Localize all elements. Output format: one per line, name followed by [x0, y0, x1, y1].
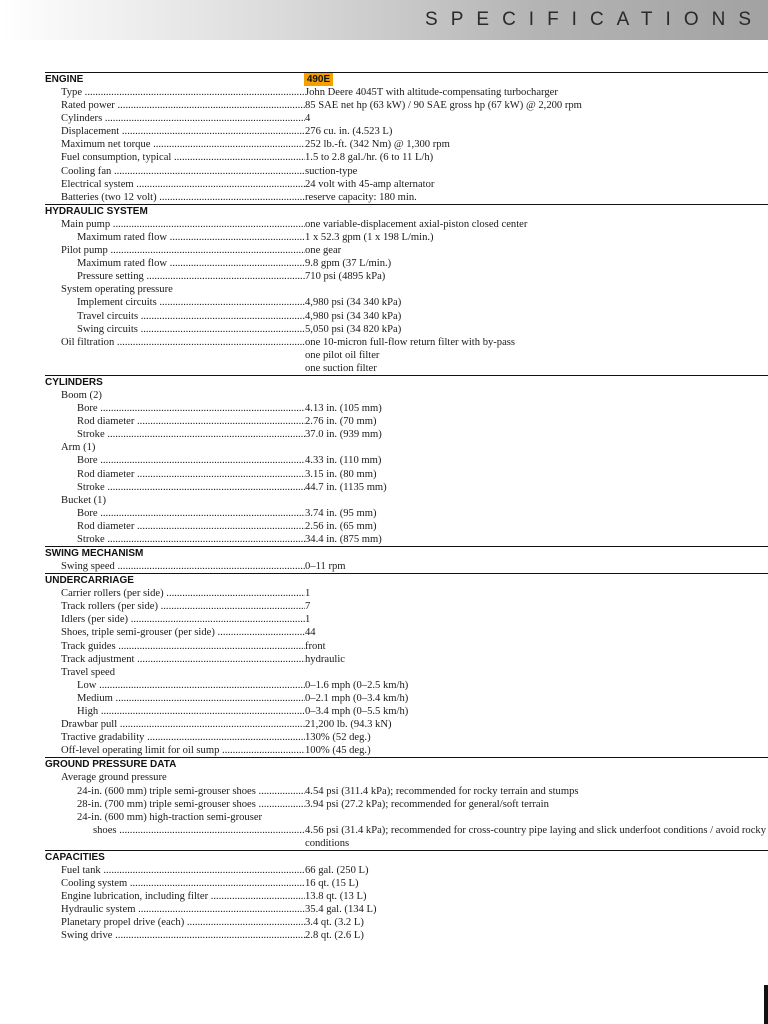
- spec-label-text: Drawbar pull: [61, 719, 118, 731]
- spec-label: [45, 785, 305, 798]
- spec-value: 66 gal. (250 L): [305, 864, 369, 876]
- spec-label: [45, 336, 305, 349]
- spec-label-text: Type: [61, 87, 83, 98]
- spec-label-text: Fuel tank: [61, 864, 101, 876]
- spec-label-text: Average ground pressure: [61, 772, 167, 784]
- spec-row: [45, 640, 768, 653]
- spec-row: [45, 587, 768, 600]
- spec-label-text: Engine lubrication, including filter: [61, 891, 209, 903]
- spec-value: 252 lb.-ft. (342 Nm) @ 1,300 rpm: [305, 139, 450, 151]
- spec-row: [45, 151, 768, 164]
- spec-label-text: Electrical system: [61, 178, 134, 190]
- spec-label: [45, 692, 305, 705]
- spec-label-text: Displacement: [61, 126, 120, 138]
- spec-row: [45, 138, 768, 151]
- spec-value: 1: [305, 614, 311, 626]
- spec-label-text: Medium: [77, 692, 113, 704]
- section-hydraulic-system: [45, 204, 768, 375]
- spec-label-text: Bore: [77, 507, 98, 519]
- section-title: UNDERCARRIAGE: [45, 575, 134, 587]
- spec-row: [45, 270, 768, 283]
- spec-row: [45, 349, 768, 362]
- spec-value: hydraulic: [305, 653, 346, 665]
- spec-label: [45, 257, 305, 270]
- spec-row: [45, 191, 768, 204]
- spec-label-text: Stroke: [77, 534, 105, 545]
- spec-value: 9.8 gpm (37 L/min.): [305, 258, 392, 270]
- spec-label: [45, 481, 305, 494]
- spec-label: [45, 520, 305, 533]
- spec-label: [45, 507, 305, 520]
- spec-value: 4.56 psi (31.4 kPa); recommended for cross-country pipe laying and slick underfoot conditions / avoid rocky conditions: [305, 824, 767, 849]
- spec-row: [45, 86, 768, 99]
- spec-label-text: Implement circuits: [77, 297, 157, 309]
- spec-value: 24 volt with 45-amp alternator: [305, 178, 435, 190]
- spec-label-text: Arm (1): [61, 442, 96, 454]
- spec-label: [45, 165, 305, 178]
- spec-label: [45, 402, 305, 415]
- spec-value: 1: [305, 588, 311, 600]
- spec-label-text: Pressure setting: [77, 271, 144, 283]
- spec-row: [45, 257, 768, 270]
- spec-value: reserve capacity: 180 min.: [305, 191, 417, 203]
- spec-label-text: Main pump: [61, 218, 111, 230]
- spec-label-text: Track rollers (per side): [61, 601, 158, 613]
- spec-label: [45, 731, 305, 744]
- spec-value: 276 cu. in. (4.523 L): [305, 126, 393, 138]
- spec-value: 4.13 in. (105 mm): [305, 403, 382, 415]
- spec-label-text: Rod diameter: [77, 520, 135, 532]
- spec-label-text: Swing drive: [61, 930, 113, 942]
- spec-sheet: [45, 72, 768, 943]
- spec-value: 3.94 psi (27.2 kPa); recommended for general/soft terrain: [305, 798, 549, 810]
- spec-row: [45, 231, 768, 244]
- spec-label: [45, 151, 305, 164]
- spec-value: suction-type: [305, 165, 358, 177]
- spec-row: [45, 428, 768, 441]
- spec-row: [45, 731, 768, 744]
- spec-label-text: Rated power: [61, 100, 115, 112]
- spec-label-text: Cooling system: [61, 878, 128, 890]
- spec-label: [45, 389, 305, 402]
- spec-label: [45, 191, 305, 204]
- spec-row: [45, 903, 768, 916]
- spec-label: [45, 244, 305, 257]
- spec-value: 34.4 in. (875 mm): [305, 534, 382, 545]
- spec-row: [45, 336, 768, 349]
- spec-label-text: Swing speed: [61, 561, 115, 573]
- spec-label-text: Tractive gradability: [61, 732, 145, 744]
- spec-label: [45, 138, 305, 151]
- spec-value: 2.8 qt. (2.6 L): [305, 930, 364, 942]
- section-header: [45, 850, 768, 864]
- spec-label: [45, 613, 305, 626]
- spec-row: [45, 112, 768, 125]
- spec-label: [45, 112, 305, 125]
- spec-row: [45, 218, 768, 231]
- spec-row: [45, 692, 768, 705]
- spec-row: [45, 481, 768, 494]
- section-undercarriage: [45, 573, 768, 757]
- spec-value: 100% (45 deg.): [305, 745, 371, 757]
- spec-value: 130% (52 deg.): [305, 732, 371, 744]
- spec-value: 2.56 in. (65 mm): [305, 520, 377, 532]
- spec-label: [45, 916, 305, 929]
- spec-row: [45, 389, 768, 402]
- section-title: HYDRAULIC SYSTEM: [45, 205, 148, 217]
- section-title: SWING MECHANISM: [45, 548, 144, 560]
- spec-row: [45, 310, 768, 323]
- spec-row: [45, 798, 768, 811]
- spec-row: [45, 296, 768, 309]
- spec-row: [45, 679, 768, 692]
- spec-label: [45, 218, 305, 231]
- spec-label-text: Low: [77, 679, 97, 691]
- spec-value: 4,980 psi (34 340 kPa): [305, 297, 402, 309]
- spec-label-text: Maximum rated flow: [77, 231, 168, 243]
- spec-label: [45, 178, 305, 191]
- spec-row: [45, 653, 768, 666]
- spec-value: 4.33 in. (110 mm): [305, 455, 382, 467]
- spec-label-text: 24-in. (600 mm) high-traction semi-grouser: [77, 811, 263, 823]
- spec-value: 35.4 gal. (134 L): [305, 904, 377, 916]
- spec-row: [45, 454, 768, 467]
- section-header: [45, 375, 768, 389]
- spec-label: [45, 877, 305, 890]
- spec-value: 1.5 to 2.8 gal./hr. (6 to 11 L/h): [305, 152, 434, 164]
- spec-value: 2.76 in. (70 mm): [305, 416, 377, 428]
- spec-label-text: System operating pressure: [61, 284, 173, 296]
- spec-row: [45, 718, 768, 731]
- spec-label: [45, 428, 305, 441]
- spec-value: 3.4 qt. (3.2 L): [305, 917, 364, 929]
- spec-row: [45, 283, 768, 296]
- spec-label-text: Oil filtration: [61, 336, 115, 348]
- spec-label-text: Hydraulic system: [61, 904, 136, 916]
- spec-label-text: Shoes, triple semi-grouser (per side): [61, 627, 215, 639]
- spec-label-text: Track guides: [61, 640, 116, 652]
- spec-label: [45, 323, 305, 336]
- section-engine: [45, 72, 768, 204]
- spec-label: [45, 811, 305, 824]
- spec-label-text: Rod diameter: [77, 416, 135, 428]
- spec-label: [45, 125, 305, 138]
- spec-label-text: Carrier rollers (per side): [61, 588, 164, 600]
- spec-label-text: Maximum rated flow: [77, 258, 168, 270]
- section-title: CYLINDERS: [45, 376, 103, 388]
- spec-label: [45, 890, 305, 903]
- header-band: [0, 0, 768, 40]
- spec-label: [45, 533, 305, 546]
- spec-label: [45, 771, 305, 784]
- spec-label-text: Pilot pump: [61, 245, 108, 257]
- spec-label: [45, 600, 305, 613]
- spec-value: 4.54 psi (311.4 kPa); recommended for rocky terrain and stumps: [305, 785, 579, 797]
- spec-row: [45, 744, 768, 757]
- spec-row: [45, 626, 768, 639]
- spec-row: [45, 323, 768, 336]
- spec-row: [45, 613, 768, 626]
- spec-label: [45, 283, 305, 296]
- spec-label: [45, 415, 305, 428]
- spec-label-text: Stroke: [77, 481, 105, 493]
- spec-label-text: Idlers (per side): [61, 614, 129, 626]
- spec-row: [45, 560, 768, 573]
- spec-label: [45, 231, 305, 244]
- spec-value: one variable-displacement axial-piston closed center: [305, 218, 528, 230]
- section-title: ENGINE: [45, 74, 84, 85]
- spec-label: [45, 587, 305, 600]
- spec-value: 4: [305, 113, 311, 125]
- spec-value: 0–2.1 mph (0–3.4 km/h): [305, 692, 409, 704]
- spec-label: [45, 296, 305, 309]
- spec-value: 4,980 psi (34 340 kPa): [305, 310, 402, 322]
- spec-label: [45, 454, 305, 467]
- spec-label-text: Stroke: [77, 429, 105, 441]
- page-edge-marker: [764, 985, 768, 1024]
- spec-row: [45, 824, 768, 850]
- section-header: [45, 757, 768, 771]
- spec-row: [45, 785, 768, 798]
- spec-label-text: Boom (2): [61, 389, 102, 401]
- spec-label-text: Rod diameter: [77, 468, 135, 480]
- spec-label: [45, 99, 305, 112]
- spec-row: [45, 99, 768, 112]
- spec-value: 37.0 in. (939 mm): [305, 429, 382, 441]
- spec-label: [45, 824, 305, 837]
- spec-row: [45, 666, 768, 679]
- section-header: [45, 204, 768, 218]
- spec-value: one 10-micron full-flow return filter with by-pass: [305, 336, 516, 348]
- spec-label: [45, 679, 305, 692]
- spec-label-text: Batteries (two 12 volt): [61, 191, 157, 203]
- spec-value: 0–11 rpm: [305, 561, 346, 573]
- spec-row: [45, 533, 768, 546]
- spec-row: [45, 890, 768, 903]
- spec-label-text: shoes: [93, 824, 117, 836]
- spec-row: [45, 811, 768, 824]
- spec-label: [45, 270, 305, 283]
- spec-row: [45, 494, 768, 507]
- page-title: SPECIFICATIONS: [425, 9, 764, 30]
- spec-label-text: Maximum net torque: [61, 139, 151, 151]
- spec-value: John Deere 4045T with altitude-compensating turbocharger: [305, 87, 558, 98]
- spec-value: front: [305, 640, 326, 652]
- spec-label: [45, 560, 305, 573]
- spec-value: 13.8 qt. (13 L): [305, 891, 367, 903]
- spec-label-text: Cooling fan: [61, 165, 112, 177]
- spec-value: 7: [305, 601, 311, 613]
- spec-label-text: Swing circuits: [77, 323, 138, 335]
- spec-row: [45, 415, 768, 428]
- section-ground-pressure-data: [45, 757, 768, 850]
- spec-row: [45, 864, 768, 877]
- spec-value: 5,050 psi (34 820 kPa): [305, 323, 402, 335]
- spec-label: [45, 929, 305, 942]
- spec-label-text: Track adjustment: [61, 653, 135, 665]
- spec-value: 3.74 in. (95 mm): [305, 507, 377, 519]
- spec-label: [45, 718, 305, 731]
- spec-label-text: Off-level operating limit for oil sump: [61, 745, 220, 757]
- spec-label: [45, 653, 305, 666]
- section-cylinders: [45, 375, 768, 546]
- spec-row: [45, 705, 768, 718]
- spec-row: [45, 125, 768, 138]
- spec-label-text: Cylinders: [61, 113, 103, 125]
- section-header: [45, 573, 768, 587]
- spec-row: [45, 362, 768, 375]
- spec-value: one gear: [305, 245, 342, 257]
- spec-value: 1 x 52.3 gpm (1 x 198 L/min.): [305, 231, 434, 243]
- section-swing-mechanism: [45, 546, 768, 573]
- spec-label: [45, 86, 305, 99]
- spec-value: 0–1.6 mph (0–2.5 km/h): [305, 679, 409, 691]
- spec-value: 44.7 in. (1135 mm): [305, 481, 387, 493]
- spec-row: [45, 468, 768, 481]
- spec-value: 16 qt. (15 L): [305, 878, 359, 890]
- spec-row: [45, 507, 768, 520]
- spec-value: one suction filter: [305, 362, 377, 374]
- spec-row: [45, 402, 768, 415]
- spec-label: [45, 666, 305, 679]
- spec-label: [45, 441, 305, 454]
- spec-label-text: Planetary propel drive (each): [61, 917, 185, 929]
- spec-label: [45, 626, 305, 639]
- spec-row: [45, 929, 768, 942]
- spec-row: [45, 165, 768, 178]
- section-capacities: [45, 850, 768, 943]
- spec-row: [45, 441, 768, 454]
- section-header: [45, 546, 768, 560]
- spec-value: 44: [305, 627, 316, 639]
- spec-label: [45, 468, 305, 481]
- spec-row: [45, 771, 768, 784]
- section-header: [45, 72, 768, 86]
- spec-row: [45, 877, 768, 890]
- spec-label-text: Bore: [77, 403, 98, 415]
- spec-row: [45, 916, 768, 929]
- spec-label-text: High: [77, 706, 99, 718]
- spec-value: 3.15 in. (80 mm): [305, 468, 377, 480]
- section-title: GROUND PRESSURE DATA: [45, 759, 177, 771]
- spec-value: 85 SAE net hp (63 kW) / 90 SAE gross hp (67 kW) @ 2,200 rpm: [305, 100, 582, 112]
- spec-value: one pilot oil filter: [305, 349, 380, 361]
- spec-label-text: Travel circuits: [77, 310, 139, 322]
- spec-label-text: Travel speed: [61, 666, 116, 678]
- spec-label-text: Bucket (1): [61, 494, 107, 506]
- spec-label: [45, 864, 305, 877]
- spec-label: [45, 640, 305, 653]
- spec-row: [45, 178, 768, 191]
- spec-label: [45, 903, 305, 916]
- model-badge: 490E: [304, 73, 333, 86]
- section-title: CAPACITIES: [45, 851, 105, 863]
- spec-label-text: 24-in. (600 mm) triple semi-grouser shoes: [77, 785, 256, 797]
- spec-value: 0–3.4 mph (0–5.5 km/h): [305, 706, 409, 718]
- spec-value: 21,200 lb. (94.3 kN): [305, 719, 392, 731]
- spec-row: [45, 520, 768, 533]
- spec-label: [45, 798, 305, 811]
- spec-row: [45, 600, 768, 613]
- spec-label-text: 28-in. (700 mm) triple semi-grouser shoes: [77, 798, 256, 810]
- spec-row: [45, 244, 768, 257]
- spec-label: [45, 310, 305, 323]
- spec-label: [45, 744, 305, 757]
- spec-label-text: Bore: [77, 455, 98, 467]
- spec-value: 710 psi (4895 kPa): [305, 271, 386, 283]
- spec-label: [45, 494, 305, 507]
- spec-label-text: Fuel consumption, typical: [61, 152, 172, 164]
- spec-label: [45, 705, 305, 718]
